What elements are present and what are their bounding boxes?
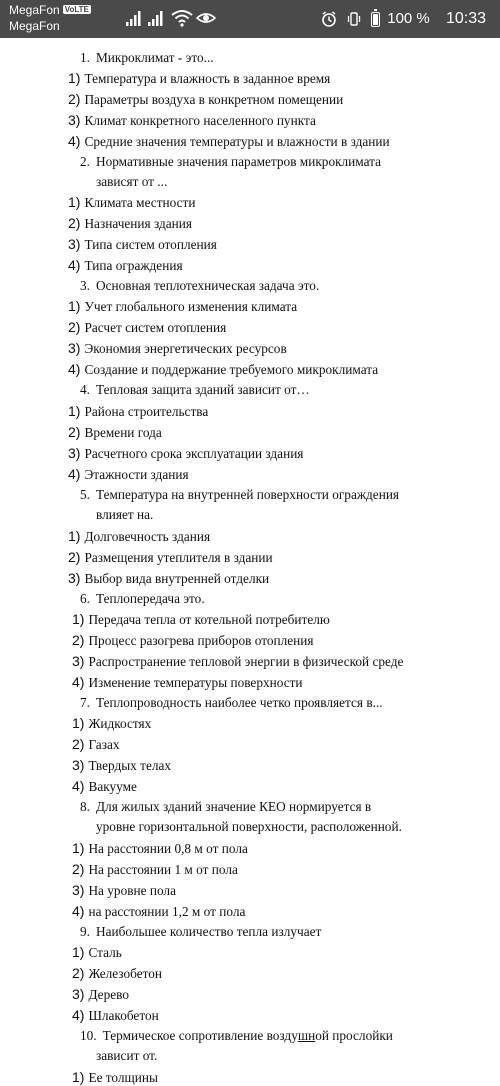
option: 3) Дерево (72, 986, 129, 1002)
option: 1) Учет глобального изменения климата (68, 298, 298, 314)
question-8: 8. Для жилых зданий значение КЕО нормируется в (80, 799, 372, 814)
question-6: 6. Теплопередача это. (80, 591, 205, 606)
question-4: 4. Тепловая защита зданий зависит от… (80, 382, 310, 397)
option: 4) Этажности здания (68, 466, 189, 482)
question-2: 2. Нормативные значения параметров микроклимата (80, 154, 382, 169)
question-9: 9. Наибольшее количество тепла излучает (80, 924, 322, 939)
option: 1) Температура и влажность в заданное время (68, 70, 331, 86)
option: 3) Распространение тепловой энергии в физической среде (72, 653, 404, 669)
option: 4) на расстоянии 1,2 м от пола (72, 903, 246, 919)
option: 3) Твердых телах (72, 757, 172, 773)
option: 1) Климата местности (68, 194, 196, 210)
option: 1) На расстоянии 0,8 м от пола (72, 840, 248, 856)
option: 4) Шлакобетон (72, 1007, 159, 1023)
option: 2) Процесс разогрева приборов отопления (72, 632, 314, 648)
vibrate-icon (347, 9, 361, 29)
option: 2) Времени года (68, 424, 162, 440)
question-5: 5. Температура на внутренней поверхности ограждения (80, 487, 400, 502)
wifi-icon (171, 9, 193, 27)
option: 4) Создание и поддержание требуемого микроклимата (68, 361, 379, 377)
option: 2) Расчет систем отопления (68, 319, 227, 335)
signal-icon-2 (148, 9, 164, 27)
option: 2) Размещения утеплителя в здании (68, 549, 273, 565)
question-10: 10. Термическое сопротивление воздушной прослойки (80, 1028, 393, 1043)
question-10-continued: зависит от. (96, 1048, 158, 1063)
option: 3) Климат конкретного населенного пункта (68, 112, 316, 128)
option: 4) Типа ограждения (68, 257, 183, 273)
question-8-continued: уровне горизонтальной поверхности, расположенной. (96, 819, 402, 834)
option: 2) Назначения здания (68, 215, 192, 231)
clock: 10:33 (445, 10, 486, 28)
option: 4) Средние значения температуры и влажности в здании (68, 133, 390, 149)
option: 2) Параметры воздуха в конкретном помещении (68, 91, 344, 107)
carrier-secondary: MegaFon (9, 19, 60, 33)
status-right (321, 9, 486, 29)
battery-icon (371, 12, 380, 27)
battery-level: 100 % (387, 10, 430, 28)
question-7: 7. Теплопроводность наиболее четко проявляется в... (80, 695, 383, 710)
signal-icon (126, 9, 142, 27)
option: 2) Газах (72, 736, 120, 752)
option: 1) Передача тепла от котельной потребителю (72, 611, 330, 627)
question-2-continued: зависят от ... (96, 174, 168, 189)
option: 3) На уровне пола (72, 882, 176, 898)
option: 1) Жидкостях (72, 715, 152, 731)
eye-comfort-icon (196, 9, 216, 27)
question-1: 1. Микроклимат - это... (80, 50, 214, 65)
alarm-icon (321, 9, 337, 29)
question-5-continued: влияет на. (96, 507, 154, 522)
option: 3) Экономия энергетических ресурсов (68, 340, 287, 356)
option: 2) На расстоянии 1 м от пола (72, 861, 238, 877)
carrier-name: MegaFon (9, 3, 60, 17)
volte-badge: VoLTE (64, 5, 89, 14)
option: 1) Ее толщины (72, 1069, 158, 1085)
status-bar (0, 0, 500, 38)
option: 4) Вакууме (72, 778, 137, 794)
option: 2) Железобетон (72, 965, 163, 981)
option: 3) Расчетного срока эксплуатации здания (68, 445, 304, 461)
option: 3) Типа систем отопления (68, 236, 217, 252)
option: 4) Изменение температуры поверхности (72, 674, 303, 690)
option: 1) Района строительства (68, 403, 209, 419)
carrier-primary (9, 4, 91, 17)
option: 3) Выбор вида внутренней отделки (68, 570, 270, 586)
question-3: 3. Основная теплотехническая задача это. (80, 278, 320, 293)
option: 1) Сталь (72, 944, 122, 960)
option: 1) Долговечность здания (68, 528, 211, 544)
